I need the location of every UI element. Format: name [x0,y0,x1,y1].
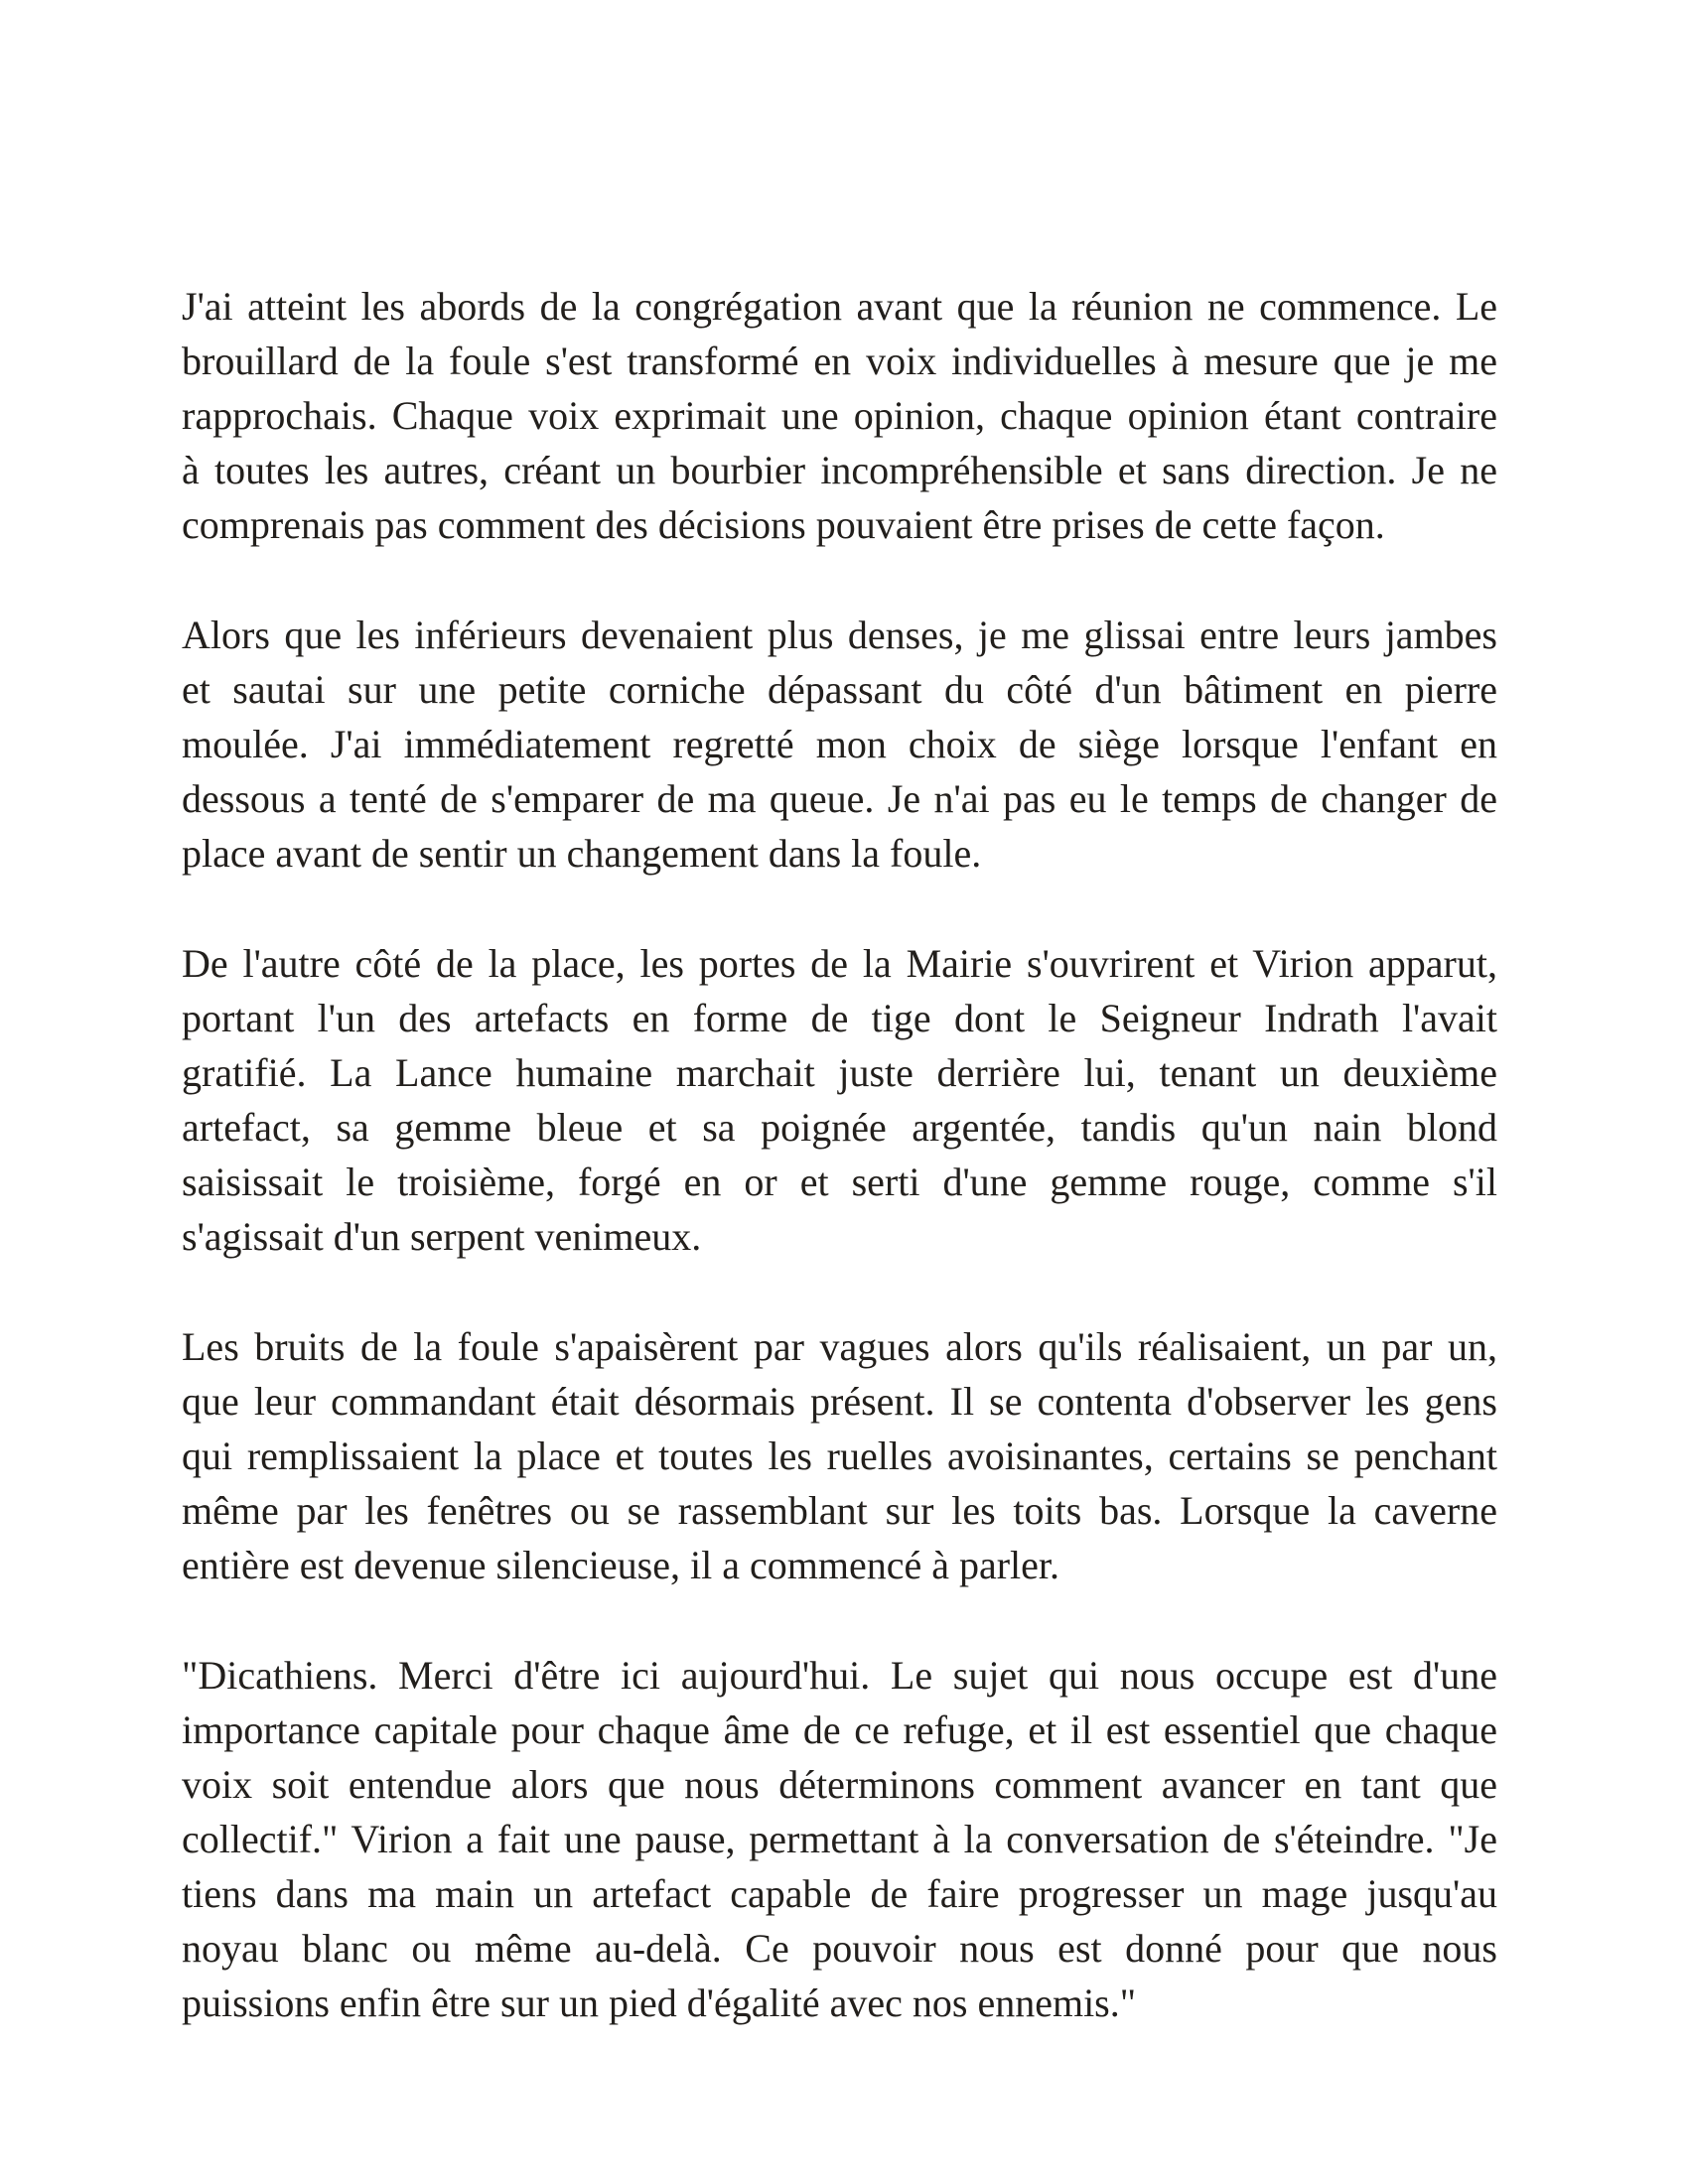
paragraph [182,279,1497,552]
text-line: place avant de sentir un changement dans la foule. [182,831,982,876]
paragraph [182,1648,1497,2030]
text-line: et sautai sur une petite corniche dépassant du côté d'un bâtiment en pierre [182,667,1497,712]
paragraph [182,608,1497,881]
text-line: portant l'un des artefacts en forme de tige dont le Seigneur Indrath l'avait [182,996,1497,1040]
text-line: dessous a tenté de s'emparer de ma queue. Je n'ai pas eu le temps de changer de [182,776,1497,821]
text-line: entière est devenue silencieuse, il a commencé à parler. [182,1543,1060,1587]
text-line: gratifié. La Lance humaine marchait juste derrière lui, tenant un deuxième [182,1050,1497,1095]
text-line: même par les fenêtres ou se rassemblant sur les toits bas. Lorsque la caverne [182,1488,1497,1533]
text-line: brouillard de la foule s'est transformé en voix individuelles à mesure que je me [182,339,1497,383]
paragraph [182,936,1497,1264]
text-line: importance capitale pour chaque âme de ce refuge, et il est essentiel que chaque [182,1707,1497,1752]
text-line: saisissait le troisième, forgé en or et serti d'une gemme rouge, comme s'il [182,1160,1497,1204]
text-line: collectif." Virion a fait une pause, permettant à la conversation de s'éteindre. "Je [182,1817,1497,1861]
text-line: moulée. J'ai immédiatement regretté mon choix de siège lorsque l'enfant en [182,722,1497,766]
text-line: tiens dans ma main un artefact capable de faire progresser un mage jusqu'au [182,1871,1497,1916]
paragraph [182,1319,1497,1592]
text-line: puissions enfin être sur un pied d'égalité avec nos ennemis." [182,1980,1137,2025]
text-line: Les bruits de la foule s'apaisèrent par vagues alors qu'ils réalisaient, un par un, [182,1324,1497,1369]
text-line: voix soit entendue alors que nous déterminons comment avancer en tant que [182,1762,1497,1807]
text-block [182,279,1497,2030]
text-line: que leur commandant était désormais présent. Il se contenta d'observer les gens [182,1379,1497,1424]
text-line: comprenais pas comment des décisions pouvaient être prises de cette façon. [182,502,1385,547]
text-line: "Dicathiens. Merci d'être ici aujourd'hui. Le sujet qui nous occupe est d'une [182,1653,1497,1698]
text-line: De l'autre côté de la place, les portes de la Mairie s'ouvrirent et Virion apparut, [182,941,1497,986]
text-line: J'ai atteint les abords de la congrégation avant que la réunion ne commence. Le [182,284,1497,329]
text-line: rapprochais. Chaque voix exprimait une opinion, chaque opinion étant contraire [182,393,1497,438]
text-line: Alors que les inférieurs devenaient plus denses, je me glissai entre leurs jambes [182,613,1497,657]
text-line: qui remplissaient la place et toutes les ruelles avoisinantes, certains se penchant [182,1433,1497,1478]
text-line: à toutes les autres, créant un bourbier incompréhensible et sans direction. Je ne [182,448,1497,492]
text-line: s'agissait d'un serpent venimeux. [182,1214,702,1259]
text-line: noyau blanc ou même au-delà. Ce pouvoir nous est donné pour que nous [182,1926,1497,1971]
text-line: artefact, sa gemme bleue et sa poignée argentée, tandis qu'un nain blond [182,1105,1497,1150]
